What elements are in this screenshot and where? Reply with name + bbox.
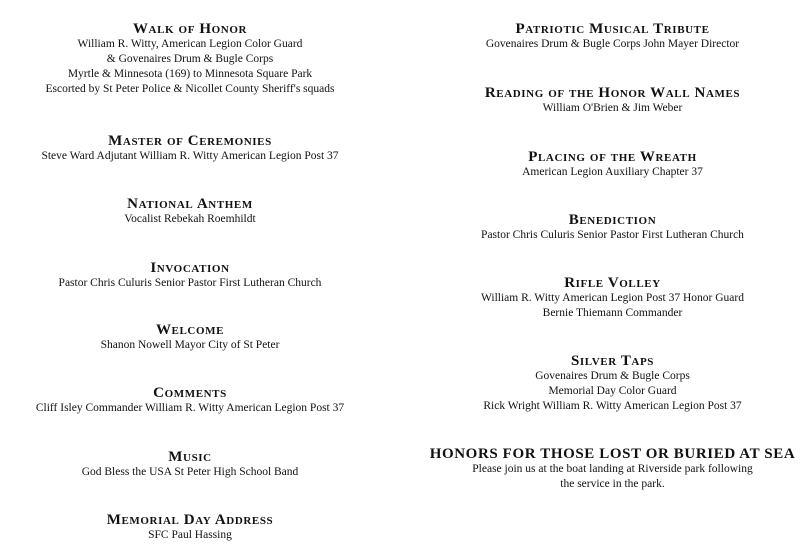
program-item-rifle-volley [425,275,800,321]
item-detail-line: William O'Brien & Jim Weber [542,102,683,114]
item-detail-line: Shanon Nowell Mayor City of St Peter [100,339,280,351]
item-heading: Memorial Day Address [106,512,274,528]
item-detail-line: Please join us at the boat landing at Riverside park following [472,463,753,475]
item-heading: HONORS FOR THOSE LOST OR BURIED AT SEA [429,446,796,462]
item-heading: Master of Ceremonies [108,133,272,149]
item-detail-line: Govenaires Drum & Bugle Corps [535,370,690,382]
item-detail-line: the service in the park. [560,478,665,490]
item-heading: Rifle Volley [564,275,661,291]
item-detail-line: Rick Wright William R. Witty American Legion Post 37 [483,400,742,412]
program-item-honors-lost-at-sea [425,446,800,492]
program-item-national-anthem [0,196,380,227]
item-detail-line: William R. Witty American Legion Post 37 Honor Guard [480,292,744,304]
item-detail-line: Bernie Thiemann Commander [542,307,683,319]
item-detail-line: American Legion Auxiliary Chapter 37 [522,166,703,178]
program-item-comments [0,385,380,416]
item-detail-line: Pastor Chris Culuris Senior Pastor First Lutheran Church [58,277,322,289]
item-detail-line: Myrtle & Minnesota (169) to Minnesota Square Park [67,68,313,80]
program-item-invocation [0,260,380,291]
item-heading: National Anthem [127,196,253,212]
item-heading: Reading of the Honor Wall Names [484,85,741,101]
item-detail-line: Steve Ward Adjutant William R. Witty American Legion Post 37 [41,150,339,162]
item-heading: Welcome [155,322,225,338]
item-heading: Invocation [150,260,230,276]
program-item-patriotic-musical-tribute [425,21,800,52]
item-detail-line: & Govenaires Drum & Bugle Corps [106,53,274,65]
item-detail-line: Vocalist Rebekah Roemhildt [124,213,256,225]
item-detail-line: Memorial Day Color Guard [548,385,677,397]
program-item-master-of-ceremonies [0,133,380,164]
item-detail-line: Cliff Isley Commander William R. Witty American Legion Post 37 [35,402,345,414]
program-item-memorial-day-address [0,512,380,543]
item-heading: Silver Taps [570,353,655,369]
program-item-walk-of-honor [0,21,380,97]
item-heading: Benediction [568,212,657,228]
program-item-welcome [0,322,380,353]
item-detail-line: William R. Witty, American Legion Color Guard [77,38,303,50]
item-detail-line: God Bless the USA St Peter High School Band [81,466,299,478]
item-detail-line: SFC Paul Hassing [148,529,232,541]
program-item-silver-taps [425,353,800,414]
item-detail-line: Govenaires Drum & Bugle Corps John Mayer Director [485,38,740,50]
item-heading: Placing of the Wreath [528,149,697,165]
item-heading: Patriotic Musical Tribute [515,21,710,37]
program-item-placing-of-the-wreath [425,149,800,180]
item-detail-line: Pastor Chris Culuris Senior Pastor First Lutheran Church [481,229,744,241]
item-heading: Walk of Honor [132,21,248,37]
program-item-music [0,449,380,480]
item-heading: Music [168,449,212,465]
program-item-reading-of-honor-wall-names [425,85,800,116]
item-detail-line: Escorted by St Peter Police & Nicollet County Sheriff's squads [45,83,335,95]
program-item-benediction [425,212,800,243]
item-heading: Comments [153,385,227,401]
